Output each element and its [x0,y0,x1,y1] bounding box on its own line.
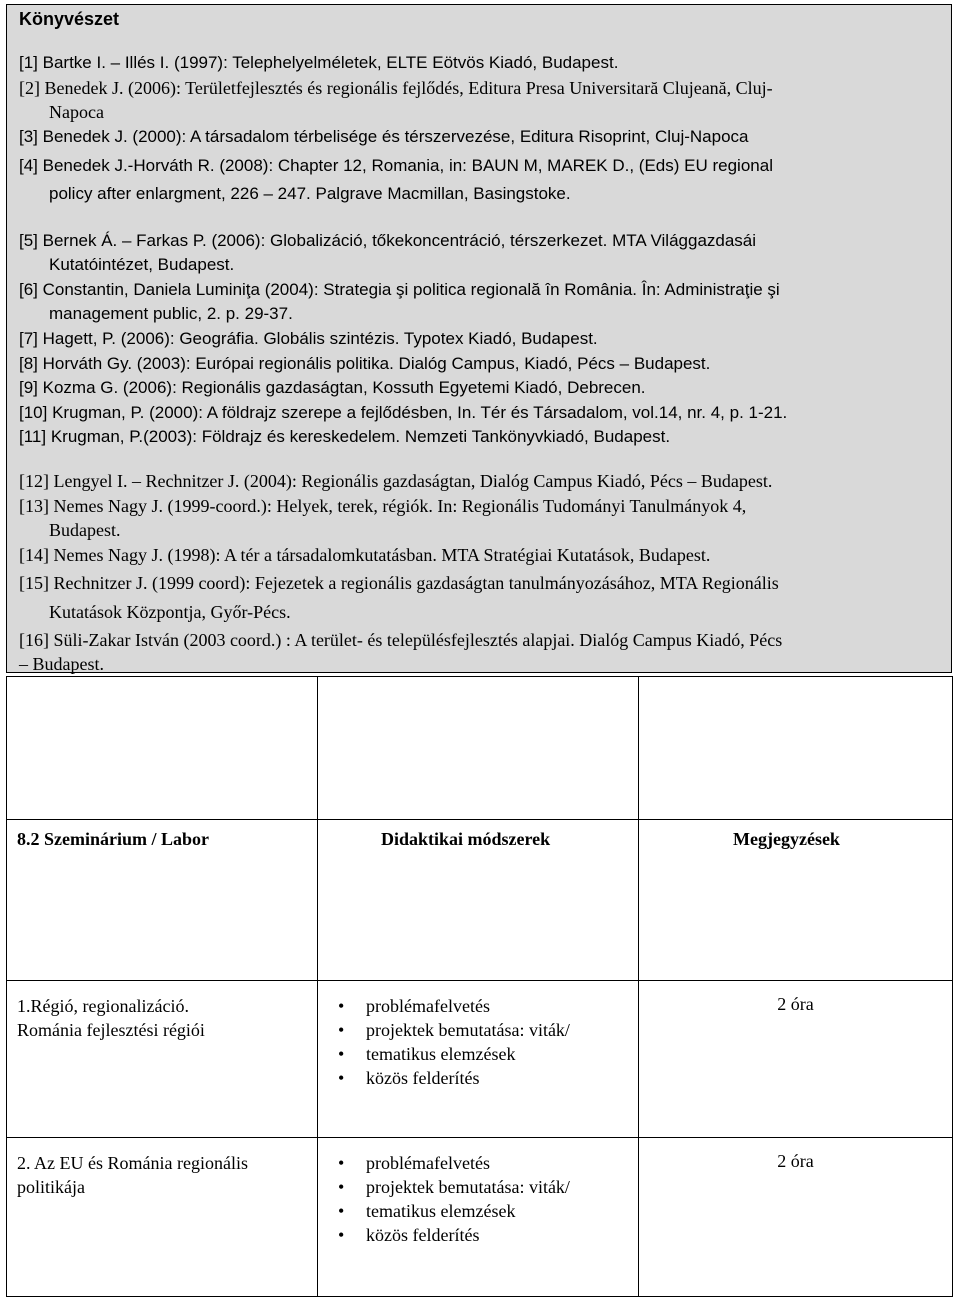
reference-6-cont: management public, 2. p. 29-37. [49,304,293,323]
list-item: • közös felderítés [318,1223,638,1247]
header-notes: Megjegyzések [733,829,840,849]
reference-16-cont: – Budapest. [19,654,104,674]
topic-line: 2. Az EU és Románia regionális [17,1153,248,1173]
list-item: • projektek bemutatása: viták/ [318,1175,638,1199]
note-cell [639,981,953,1138]
reference-2: [2] Benedek J. (2006): Területfejlesztés és regionális fejlődés, Editura Presa Universitară Clujeană, Cluj- [19,78,773,98]
list-item: • problémafelvetés [318,1151,638,1175]
methods-cell [318,1138,639,1297]
reference-4-cont: policy after enlargment, 226 – 247. Palgrave Macmillan, Basingstoke. [49,184,571,203]
list-item: • problémafelvetés [318,994,638,1018]
topic-line: 1.Régió, regionalizáció. [17,996,189,1016]
reference-5-cont: Kutatóintézet, Budapest. [49,255,235,274]
header-cell-notes [639,820,953,981]
header-topic: 8.2 Szeminárium / Labor [17,829,209,849]
table-header-row [7,820,953,981]
reference-16: [16] Süli-Zakar István (2003 coord.) : A terület- és településfejlesztés alapjai. Dialóg Campus Kiadó, Pécs [19,630,783,650]
header-methods: Didaktikai módszerek [381,829,551,849]
table-row [7,981,953,1138]
reference-4: [4] Benedek J.-Horváth R. (2008): Chapter 12, Romania, in: BAUN M, MAREK D., (Eds) EU regional [19,156,773,175]
list-item: • projektek bemutatása: viták/ [318,1018,638,1042]
empty-cell [7,677,318,820]
note-cell [639,1138,953,1297]
note-text: 2 óra [777,994,814,1014]
bibliography-title: Könyvészet [19,9,120,29]
table-row [7,1138,953,1297]
reference-12: [12] Lengyel I. – Rechnitzer J. (2004): Regionális gazdaságtan, Dialóg Campus Kiadó, Pécs – Budapest. [19,471,773,491]
reference-7: [7] Hagett, P. (2006): Geográfia. Globális szintézis. Typotex Kiadó, Budapest. [19,329,598,348]
reference-5: [5] Bernek Á. – Farkas P. (2006): Globalizáció, tőkekoncentráció, térszerkezet. MTA Világgazdasái [19,231,757,250]
reference-11: [11] Krugman, P.(2003): Földrajz és kereskedelem. Nemzeti Tankönyvkiadó, Budapest. [19,427,671,446]
seminar-table [6,676,953,1297]
topic-cell [7,1138,318,1297]
reference-15: [15] Rechnitzer J. (1999 coord): Fejezetek a regionális gazdaságtan tanulmányozásához, MTA Regionális [19,573,779,593]
reference-1: [1] Bartke I. – Illés I. (1997): Telephelyelméletek, ELTE Eötvös Kiadó, Budapest. [19,53,619,72]
list-item: • tematikus elemzések [318,1199,638,1223]
empty-cell [318,677,639,820]
note-text: 2 óra [777,1151,814,1171]
reference-6: [6] Constantin, Daniela Luminiţa (2004): Strategia şi politica regională în România. În: Administraţie şi [19,280,780,299]
reference-9: [9] Kozma G. (2006): Regionális gazdaságtan, Kossuth Egyetemi Kiadó, Debrecen. [19,378,646,397]
methods-list [318,1138,638,1247]
empty-row [7,677,953,820]
methods-list [318,981,638,1090]
reference-2-cont: Napoca [49,102,104,122]
topic-cell [7,981,318,1138]
header-cell-methods [318,820,639,981]
reference-14: [14] Nemes Nagy J. (1998): A tér a társadalomkutatásban. MTA Stratégiai Kutatások, Budapest. [19,545,711,565]
empty-cell [639,677,953,820]
bibliography-section [6,4,952,673]
reference-3: [3] Benedek J. (2000): A társadalom térbelisége és térszervezése, Editura Risoprint, Cluj-Napoca [19,127,749,146]
topic-line: Románia fejlesztési régiói [17,1020,205,1040]
list-item: • tematikus elemzések [318,1042,638,1066]
header-cell-topic [7,820,318,981]
reference-13-cont: Budapest. [49,520,121,540]
methods-cell [318,981,639,1138]
topic-line: politikája [17,1177,85,1197]
list-item: • közös felderítés [318,1066,638,1090]
reference-13: [13] Nemes Nagy J. (1999-coord.): Helyek, terek, régiók. In: Regionális Tudományi Tanulmányok 4, [19,496,747,516]
reference-15-cont: Kutatások Központja, Győr-Pécs. [49,602,291,622]
reference-10: [10] Krugman, P. (2000): A földrajz szerepe a fejlődésben, In. Tér és Társadalom, vol.14, nr. 4, p. 1-21. [19,403,788,422]
reference-8: [8] Horváth Gy. (2003): Európai regionális politika. Dialóg Campus, Kiadó, Pécs – Budapest. [19,354,711,373]
